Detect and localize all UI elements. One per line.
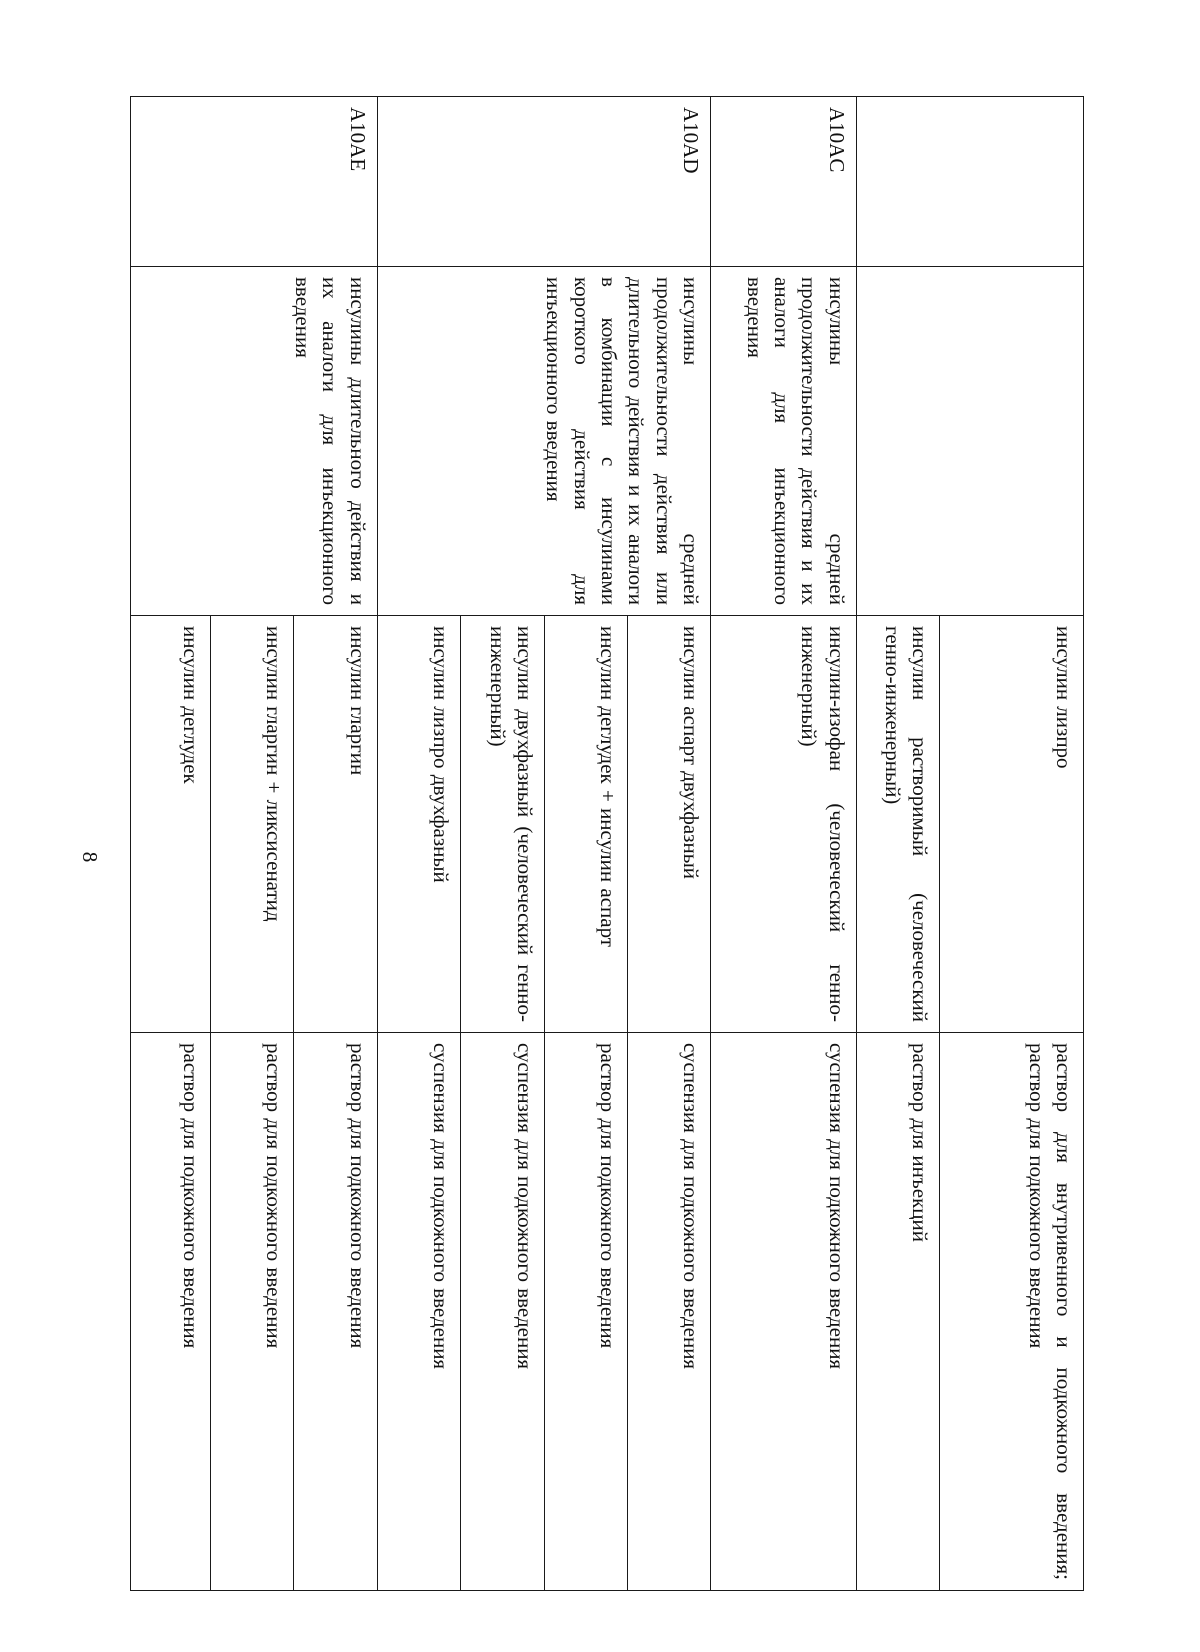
substance-cell: инсулин лизпро двухфазный <box>377 616 461 1033</box>
table-container <box>130 96 1084 1590</box>
table-row <box>628 97 711 1591</box>
dosage-form-cell: суспензия для подкожного введения <box>461 1033 545 1591</box>
substance-cell: инсулин деглудек <box>131 616 211 1033</box>
dosage-form-cell: суспензия для подкожного введения <box>628 1033 711 1591</box>
atc-code-cell: A10AC <box>710 97 856 267</box>
substance-cell: инсулин деглудек + инсулин аспарт <box>544 616 628 1033</box>
substance-cell: инсулин гларгин <box>294 616 378 1033</box>
group-cell: инсулины средней продолжительности действия и их аналоги для инъекционного введения <box>710 267 856 616</box>
dosage-form-cell: раствор для подкожного введения <box>544 1033 628 1591</box>
atc-code-cell: A10AE <box>131 97 378 267</box>
substance-cell: инсулин двухфазный (человеческий генно-инженерный) <box>461 616 545 1033</box>
table-row <box>940 97 1084 1591</box>
substance-cell: инсулин лизпро <box>940 616 1084 1033</box>
dosage-form-cell: раствор для инъекций <box>856 1033 940 1591</box>
group-cell: инсулины длительного действия и их аналоги для инъекционного введения <box>131 267 378 616</box>
dosage-form-cell: суспензия для подкожного введения <box>377 1033 461 1591</box>
atc-code-cell <box>856 97 1083 267</box>
dosage-form-cell: суспензия для подкожного введения <box>710 1033 856 1591</box>
group-cell <box>856 267 1083 616</box>
group-cell: инсулины средней продолжительности действия или длительного действия и их аналоги в комбинации с инсулинами короткого действия для инъекционного введения <box>377 267 710 616</box>
atc-code-cell: A10AD <box>377 97 710 267</box>
substance-cell: инсулин растворимый (человеческий генно-инженерный) <box>856 616 940 1033</box>
table-row <box>294 97 378 1591</box>
drug-table <box>130 96 1084 1591</box>
page-number: 8 <box>78 851 102 863</box>
dosage-form-cell: раствор для подкожного введения <box>131 1033 211 1591</box>
table-row <box>710 97 856 1591</box>
substance-cell: инсулин-изофан (человеческий генно-инженерный) <box>710 616 856 1033</box>
dosage-form-cell: раствор для подкожного введения <box>294 1033 378 1591</box>
dosage-form-cell: раствор для подкожного введения <box>210 1033 294 1591</box>
substance-cell: инсулин аспарт двухфазный <box>628 616 711 1033</box>
dosage-form-cell: раствор для внутривенного и подкожного введения; раствор для подкожного введения <box>940 1033 1084 1591</box>
substance-cell: инсулин гларгин + ликсисенатид <box>210 616 294 1033</box>
